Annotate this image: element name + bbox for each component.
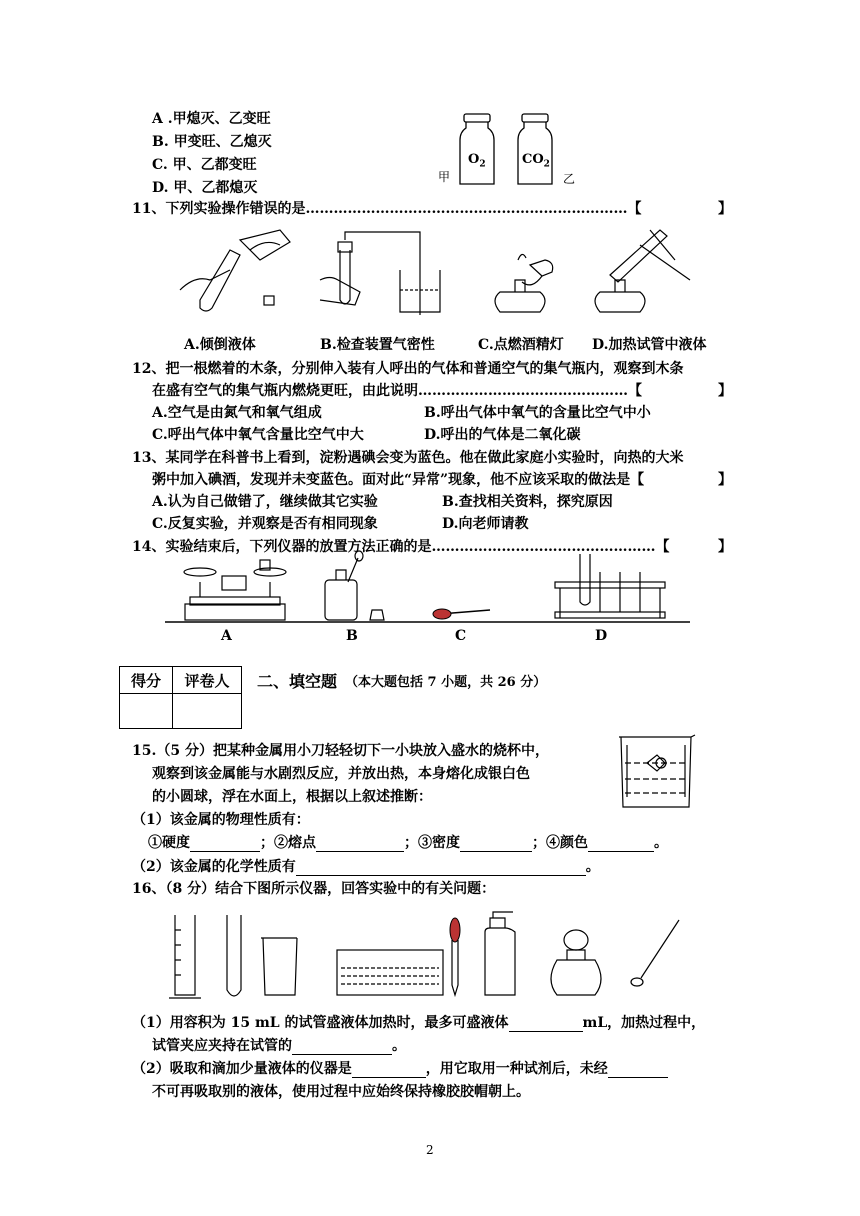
- score-table: [119, 666, 242, 729]
- jar-left-gas: $O_2$: [468, 152, 486, 170]
- q14-stem: 14、实验结束后，下列仪器的放置方法正确的是…………………………………………【: [132, 539, 670, 555]
- melting-point-blank[interactable]: [316, 837, 404, 852]
- q15-line-2: 观察到该金属能与水剧烈反应，并放出热，本身熔化成银白色: [152, 766, 530, 782]
- q12-option-a: A.空气是由氮气和氧气组成: [152, 405, 322, 421]
- q15-line-3: 的小圆球，浮在水面上，根据以上叙述推断：: [152, 789, 432, 805]
- q14-instrument-figures: [160, 552, 700, 632]
- color-blank[interactable]: [588, 837, 654, 852]
- chemical-property-blank[interactable]: [296, 861, 586, 876]
- q12-bracket: 】: [718, 383, 732, 399]
- q10-option-c: C. 甲、乙都变旺: [152, 157, 257, 173]
- grader-header: 评卷人: [173, 667, 242, 694]
- q11-stem: 11、下列实验操作错误的是……………………………………………………………【: [132, 201, 642, 217]
- q13-bracket: 】: [718, 472, 732, 488]
- q16-instruments-figure: [165, 910, 695, 1005]
- jar-right-label: 乙: [563, 172, 576, 186]
- q16-s2a: （2）吸取和滴加少量液体的仪器是: [132, 1061, 352, 1077]
- q11-caption-d: D.加热试管中液体: [592, 337, 707, 353]
- q13-option-d: D.向老师请教: [442, 516, 529, 532]
- q13-option-a: A.认为自己做错了，继续做其它实验: [152, 494, 378, 510]
- q10-option-d: D. 甲、乙都熄灭: [152, 180, 258, 196]
- q16-s1b: mL，加热过程中，: [582, 1015, 706, 1031]
- q15-p2-label: ；②熔点: [260, 835, 316, 851]
- q11-caption-c: C.点燃酒精灯: [478, 337, 564, 353]
- q15-sub-2: （2）该金属的化学性质有 。: [132, 859, 600, 875]
- jar-right-gas: $CO_2$: [522, 152, 550, 170]
- density-blank[interactable]: [460, 837, 532, 852]
- q15-p3-label: ；③密度: [404, 835, 460, 851]
- q13-stem-2: 粥中加入碘酒，发现并未变蓝色。面对此“异常”现象，他不应该采取的做法是【: [152, 472, 645, 488]
- clamp-position-blank[interactable]: [292, 1040, 392, 1055]
- q16-sub-1-line-1: [132, 1012, 705, 1032]
- q16-s1c: 试管夹应夹持在试管的: [152, 1038, 292, 1054]
- q10-option-a: A .甲熄灭、乙变旺: [152, 111, 271, 127]
- volume-blank[interactable]: [509, 1017, 583, 1032]
- hardness-blank[interactable]: [190, 837, 260, 852]
- score-cell[interactable]: [120, 694, 173, 729]
- rinse-blank[interactable]: [608, 1063, 668, 1078]
- q11-caption-a: A.倾倒液体: [184, 337, 256, 353]
- q12-option-d: D.呼出的气体是二氧化碳: [424, 427, 581, 443]
- q16-stem: 16、（8 分）结合下图所示仪器，回答实验中的有关问题：: [132, 881, 496, 897]
- q16-s2b: ，用它取用一种试剂后，未经: [425, 1061, 608, 1077]
- dropper-name-blank[interactable]: [352, 1063, 426, 1078]
- q12-option-b: B.呼出气体中氧气的含量比空气中小: [424, 405, 651, 421]
- q16-sub-2-line-1: [132, 1058, 668, 1078]
- q13-option-b: B.查找相关资料，探究原因: [442, 494, 613, 510]
- q15-p4-label: ；④颜色: [532, 835, 588, 851]
- q15-line-1: 15.（5 分）把某种金属用小刀轻轻切下一小块放入盛水的烧杯中，: [132, 743, 549, 759]
- q15-physical-properties: ①硬度 ；②熔点 ；③密度 ；④颜色 。: [148, 835, 668, 851]
- q15-p1-label: ①硬度: [148, 835, 190, 851]
- q14-label-b: B: [346, 628, 358, 644]
- q16-s1a: （1）用容积为 15 mL 的试管盛液体加热时，最多可盛液体: [132, 1015, 509, 1031]
- section-2-title: 二、填空题: [257, 672, 338, 691]
- grader-cell[interactable]: [173, 694, 242, 729]
- jar-left-label: 甲: [438, 170, 451, 184]
- page-number: 2: [426, 1143, 434, 1157]
- q12-option-c: C.呼出气体中氧气含量比空气中大: [152, 427, 364, 443]
- q15-beaker-figure: [615, 735, 700, 810]
- q11-caption-b: B.检查装置气密性: [320, 337, 435, 353]
- q10-option-b: B. 甲变旺、乙熄灭: [152, 134, 272, 150]
- q13-stem-1: 13、某同学在科普书上看到，淀粉遇碘会变为蓝色。他在做此家庭小实验时，向热的大米: [132, 450, 684, 466]
- q16-sub-2-line-2: 不可再吸取别的液体，使用过程中应始终保持橡胶胶帽朝上。: [152, 1084, 530, 1100]
- q13-option-c: C.反复实验，并观察是否有相同现象: [152, 516, 378, 532]
- q15-sub-1: （1）该金属的物理性质有：: [132, 812, 310, 828]
- q12-stem-2: 在盛有空气的集气瓶内燃烧更旺，由此说明………………………………………【: [152, 383, 642, 399]
- q14-label-a: A: [221, 628, 232, 644]
- section-2-note: （本大题包括 7 小题，共 26 分）: [345, 675, 547, 690]
- q12-stem-1: 12、把一根燃着的木条，分别伸入装有人呼出的气体和普通空气的集气瓶内，观察到木条: [132, 361, 684, 377]
- q15-sub-2-label: （2）该金属的化学性质有: [132, 859, 296, 875]
- q14-label-d: D: [595, 628, 608, 644]
- q16-sub-1-line-2: 试管夹应夹持在试管的 。: [152, 1038, 406, 1054]
- q11-bracket: 】: [718, 201, 732, 217]
- q11-operation-figures: [170, 220, 710, 330]
- q14-bracket: 】: [718, 539, 732, 555]
- score-header: 得分: [120, 667, 173, 694]
- q14-label-c: C: [455, 628, 467, 644]
